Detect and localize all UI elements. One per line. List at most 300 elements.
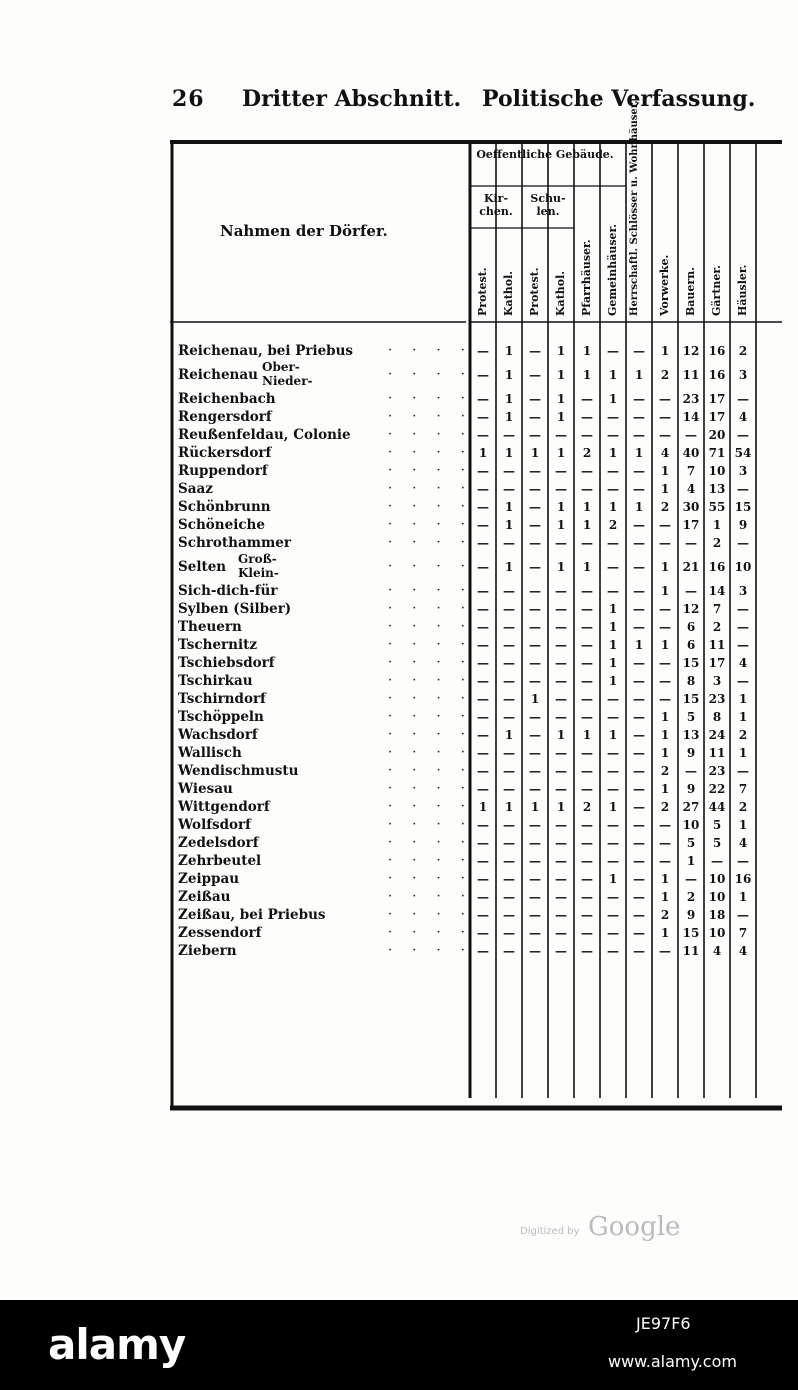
table-cell: 5	[712, 818, 722, 832]
table-cell: 1	[556, 728, 566, 742]
table-cell: —	[581, 428, 593, 442]
village-name: Rengersdorf	[178, 409, 272, 425]
table-cell: 4	[660, 446, 670, 460]
table-cell: —	[477, 782, 489, 796]
table-cell: —	[555, 638, 567, 652]
table-cell: —	[477, 464, 489, 478]
table-cell: 9	[686, 782, 696, 796]
village-name: Tschirkau	[178, 673, 253, 689]
table-cell: —	[503, 536, 515, 550]
table-cell: —	[477, 674, 489, 688]
village-name: Ruppendorf	[178, 463, 268, 479]
table-cell: —	[581, 638, 593, 652]
table-cell: —	[581, 620, 593, 634]
table-cell: —	[503, 872, 515, 886]
names-column-header: Nahmen der Dörfer.	[220, 222, 388, 240]
village-name: Tschöppeln	[178, 709, 264, 725]
table-cell: 3	[738, 368, 748, 382]
table-cell: —	[581, 746, 593, 760]
schools-header: Schu- len.	[530, 192, 566, 218]
table-cell: —	[633, 926, 645, 940]
leader-dots: · · · ·	[388, 445, 473, 460]
table-cell: —	[737, 482, 749, 496]
table-cell: 44	[708, 800, 726, 814]
table-cell: 17	[708, 656, 726, 670]
table-cell: —	[555, 710, 567, 724]
table-cell: 10	[734, 560, 752, 574]
leader-dots: · · · ·	[388, 709, 473, 724]
table-cell: —	[581, 872, 593, 886]
village-table	[170, 100, 782, 1112]
table-cell: —	[555, 764, 567, 778]
table-cell: 1	[504, 368, 514, 382]
table-cell: 1	[660, 782, 670, 796]
table-cell: 24	[708, 728, 726, 742]
table-cell: —	[737, 764, 749, 778]
table-cell: 10	[708, 872, 726, 886]
table-cell: 5	[686, 836, 696, 850]
table-cell: 2	[738, 728, 748, 742]
table-cell: 18	[708, 908, 726, 922]
table-cell: 1	[608, 656, 618, 670]
table-row	[170, 708, 782, 726]
table-cell: —	[503, 464, 515, 478]
table-cell: —	[633, 782, 645, 796]
table-row	[170, 870, 782, 888]
table-row	[170, 726, 782, 744]
table-cell: —	[555, 674, 567, 688]
table-cell: 4	[738, 836, 748, 850]
table-cell: 23	[708, 764, 726, 778]
table-cell: 13	[708, 482, 726, 496]
table-cell: —	[659, 410, 671, 424]
table-cell: —	[737, 908, 749, 922]
table-cell: —	[477, 620, 489, 634]
table-cell: 11	[708, 638, 726, 652]
table-row	[170, 498, 782, 516]
churches-header: Kir- chen.	[479, 192, 513, 218]
leader-dots: · · · ·	[388, 463, 473, 478]
village-name: Wittgendorf	[178, 799, 270, 815]
column-header: Pfarrhäuser.	[580, 239, 593, 316]
table-cell: 1	[634, 446, 644, 460]
leader-dots: · · · ·	[388, 925, 473, 940]
table-cell: —	[737, 854, 749, 868]
table-cell: —	[477, 638, 489, 652]
table-cell: 1	[738, 692, 748, 706]
table-cell: 1	[582, 368, 592, 382]
table-cell: —	[529, 908, 541, 922]
table-row	[170, 924, 782, 942]
table-cell: —	[529, 638, 541, 652]
table-cell: —	[503, 782, 515, 796]
table-cell: —	[529, 890, 541, 904]
column-header: Herrschaftl. Schlösser u. Wohnhäuser.	[629, 100, 640, 316]
table-cell: 1	[660, 638, 670, 652]
table-cell: —	[555, 890, 567, 904]
table-cell: —	[633, 800, 645, 814]
table-cell: 2	[660, 800, 670, 814]
table-cell: 1	[504, 446, 514, 460]
table-cell: —	[607, 464, 619, 478]
table-cell: —	[529, 584, 541, 598]
table-cell: 1	[582, 344, 592, 358]
table-cell: —	[737, 674, 749, 688]
table-row	[170, 636, 782, 654]
table-cell: 1	[504, 728, 514, 742]
leader-dots: · · · ·	[388, 535, 473, 550]
table-cell: —	[503, 620, 515, 634]
table-cell: —	[555, 926, 567, 940]
table-cell: —	[659, 854, 671, 868]
table-cell: —	[607, 560, 619, 574]
leader-dots: · · · ·	[388, 817, 473, 832]
table-cell: 15	[682, 656, 700, 670]
table-cell: —	[477, 482, 489, 496]
table-cell: —	[529, 536, 541, 550]
table-cell: —	[633, 818, 645, 832]
table-cell: 1	[660, 872, 670, 886]
leader-dots: · · · ·	[388, 559, 473, 574]
village-name: Selten	[178, 559, 227, 575]
table-cell: —	[555, 782, 567, 796]
table-cell: 5	[686, 710, 696, 724]
table-cell: 1	[530, 446, 540, 460]
table-cell: 7	[738, 926, 748, 940]
leader-dots: · · · ·	[388, 727, 473, 742]
leader-dots: · · · ·	[388, 907, 473, 922]
table-cell: 1	[556, 392, 566, 406]
table-cell: —	[607, 428, 619, 442]
table-cell: —	[477, 560, 489, 574]
table-cell: —	[477, 710, 489, 724]
table-cell: —	[529, 782, 541, 796]
table-cell: —	[529, 410, 541, 424]
section-title: Dritter Abschnitt.	[242, 86, 462, 112]
village-name: Sylben (Silber)	[178, 601, 292, 617]
leader-dots: · · · ·	[388, 409, 473, 424]
table-cell: 4	[686, 482, 696, 496]
table-cell: —	[529, 344, 541, 358]
table-cell: —	[503, 746, 515, 760]
table-cell: —	[737, 536, 749, 550]
table-cell: 1	[608, 500, 618, 514]
table-cell: 1	[660, 926, 670, 940]
table-row	[170, 888, 782, 906]
table-cell: 1	[504, 518, 514, 532]
village-name: Zeißau, bei Priebus	[178, 907, 326, 923]
table-cell: 1	[608, 368, 618, 382]
table-cell: —	[633, 944, 645, 958]
table-cell: —	[477, 818, 489, 832]
table-cell: —	[633, 584, 645, 598]
table-cell: —	[503, 482, 515, 496]
table-cell: 22	[708, 782, 726, 796]
table-cell: —	[477, 656, 489, 670]
table-cell: —	[503, 908, 515, 922]
table-cell: —	[737, 428, 749, 442]
table-cell: —	[581, 782, 593, 796]
table-cell: —	[529, 602, 541, 616]
table-cell: 11	[682, 368, 700, 382]
table-cell: 1	[660, 560, 670, 574]
table-cell: —	[633, 764, 645, 778]
table-cell: 11	[682, 944, 700, 958]
table-cell: 9	[738, 518, 748, 532]
table-cell: —	[503, 764, 515, 778]
table-cell: —	[633, 710, 645, 724]
table-cell: 15	[682, 926, 700, 940]
table-cell: 1	[556, 368, 566, 382]
table-cell: —	[477, 728, 489, 742]
table-row	[170, 780, 782, 798]
table-cell: 8	[712, 710, 722, 724]
table-cell: —	[607, 692, 619, 706]
table-cell: 16	[708, 368, 726, 382]
table-cell: —	[555, 536, 567, 550]
village-name: Reußenfeldau, Colonie	[178, 427, 351, 443]
table-cell: —	[503, 836, 515, 850]
table-cell: 2	[738, 800, 748, 814]
table-cell: 7	[686, 464, 696, 478]
table-cell: —	[633, 656, 645, 670]
table-row	[170, 618, 782, 636]
table-cell: 3	[738, 584, 748, 598]
village-name: Wiesau	[178, 781, 233, 797]
table-cell: 20	[708, 428, 726, 442]
table-cell: 1	[504, 560, 514, 574]
table-cell: —	[477, 764, 489, 778]
table-cell: —	[607, 344, 619, 358]
table-cell: —	[529, 500, 541, 514]
table-cell: —	[607, 818, 619, 832]
table-cell: —	[607, 890, 619, 904]
table-cell: —	[633, 392, 645, 406]
table-cell: —	[581, 764, 593, 778]
leader-dots: · · · ·	[388, 655, 473, 670]
table-cell: —	[737, 602, 749, 616]
village-name: Tschernitz	[178, 637, 257, 653]
table-row	[170, 906, 782, 924]
table-cell: —	[529, 872, 541, 886]
leader-dots: · · · ·	[388, 601, 473, 616]
village-name: Schrothammer	[178, 535, 291, 551]
table-cell: 1	[504, 800, 514, 814]
table-cell: —	[633, 344, 645, 358]
table-cell: 6	[686, 638, 696, 652]
table-cell: 1	[608, 800, 618, 814]
table-cell: 1	[556, 446, 566, 460]
table-cell: 1	[660, 710, 670, 724]
table-cell: 1	[660, 728, 670, 742]
table-cell: —	[477, 518, 489, 532]
table-cell: —	[581, 482, 593, 496]
table-cell: —	[607, 764, 619, 778]
village-name: Reichenau	[178, 367, 258, 383]
table-cell: —	[581, 710, 593, 724]
table-cell: 3	[738, 464, 748, 478]
table-cell: —	[581, 836, 593, 850]
table-cell: —	[581, 464, 593, 478]
table-cell: —	[503, 428, 515, 442]
leader-dots: · · · ·	[388, 943, 473, 958]
table-cell: —	[685, 764, 697, 778]
table-cell: —	[659, 656, 671, 670]
table-cell: —	[477, 584, 489, 598]
table-cell: 14	[682, 410, 700, 424]
table-cell: —	[503, 944, 515, 958]
table-cell: 12	[682, 602, 700, 616]
table-cell: 27	[682, 800, 700, 814]
table-cell: —	[503, 692, 515, 706]
table-cell: —	[477, 410, 489, 424]
leader-dots: · · · ·	[388, 835, 473, 850]
village-name: Zessendorf	[178, 925, 262, 941]
table-cell: —	[711, 854, 723, 868]
village-name: Ziebern	[178, 943, 237, 959]
leader-dots: · · · ·	[388, 871, 473, 886]
table-cell: —	[477, 890, 489, 904]
table-cell: 2	[738, 344, 748, 358]
table-cell: —	[685, 584, 697, 598]
table-cell: —	[659, 692, 671, 706]
table-cell: 1	[738, 710, 748, 724]
table-cell: —	[477, 746, 489, 760]
table-cell: —	[633, 428, 645, 442]
village-name: Reichenau, bei Priebus	[178, 343, 354, 359]
table-cell: —	[555, 428, 567, 442]
table-cell: 13	[682, 728, 700, 742]
table-row	[170, 690, 782, 708]
village-name: Zeippau	[178, 871, 240, 887]
table-cell: 6	[686, 620, 696, 634]
table-row	[170, 426, 782, 444]
table-cell: —	[607, 536, 619, 550]
table-cell: 16	[708, 344, 726, 358]
table-cell: —	[607, 482, 619, 496]
table-cell: —	[529, 656, 541, 670]
table-cell: —	[659, 836, 671, 850]
leader-dots: · · · ·	[388, 673, 473, 688]
table-cell: —	[633, 482, 645, 496]
table-row	[170, 834, 782, 852]
table-cell: 1	[556, 500, 566, 514]
table-cell: —	[529, 428, 541, 442]
table-cell: —	[529, 518, 541, 532]
table-cell: —	[477, 602, 489, 616]
village-name: Schönbrunn	[178, 499, 271, 515]
table-cell: —	[633, 602, 645, 616]
table-cell: —	[477, 872, 489, 886]
table-cell: —	[477, 500, 489, 514]
leader-dots: · · · ·	[388, 343, 473, 358]
table-cell: —	[529, 854, 541, 868]
table-cell: —	[529, 818, 541, 832]
table-cell: 1	[556, 410, 566, 424]
table-cell: —	[529, 392, 541, 406]
table-cell: —	[503, 638, 515, 652]
table-cell: —	[529, 674, 541, 688]
table-cell: 4	[712, 944, 722, 958]
table-cell: 14	[708, 584, 726, 598]
column-header: Gärtner.	[710, 264, 723, 316]
table-cell: 1	[608, 872, 618, 886]
village-name: Schöneiche	[178, 517, 265, 533]
table-cell: —	[607, 836, 619, 850]
village-name: Saaz	[178, 481, 213, 497]
table-cell: 7	[712, 602, 722, 616]
table-cell: —	[659, 674, 671, 688]
table-cell: 8	[686, 674, 696, 688]
table-cell: —	[529, 764, 541, 778]
table-cell: 1	[608, 602, 618, 616]
table-cell: —	[633, 746, 645, 760]
leader-dots: · · · ·	[388, 781, 473, 796]
table-cell: 1	[608, 446, 618, 460]
table-row	[170, 852, 782, 870]
stock-footer-banner	[0, 1300, 798, 1390]
table-cell: —	[529, 560, 541, 574]
table-cell: 1	[556, 800, 566, 814]
table-cell: —	[477, 926, 489, 940]
leader-dots: · · · ·	[388, 583, 473, 598]
table-row	[170, 444, 782, 462]
table-cell: 1	[738, 890, 748, 904]
table-cell: —	[529, 926, 541, 940]
table-row	[170, 360, 782, 390]
table-cell: 1	[608, 638, 618, 652]
table-cell: 10	[708, 464, 726, 478]
leader-dots: · · · ·	[388, 691, 473, 706]
table-cell: —	[529, 746, 541, 760]
table-cell: —	[659, 602, 671, 616]
village-subdivision: Groß-	[238, 552, 277, 566]
table-cell: 2	[660, 908, 670, 922]
table-cell: 17	[708, 392, 726, 406]
table-cell: —	[659, 428, 671, 442]
table-cell: —	[555, 584, 567, 598]
table-cell: 1	[660, 464, 670, 478]
table-cell: —	[503, 854, 515, 868]
village-name: Zehrbeutel	[178, 853, 262, 869]
village-name: Zeißau	[178, 889, 231, 905]
table-cell: 2	[660, 500, 670, 514]
table-row	[170, 600, 782, 618]
table-cell: 4	[738, 410, 748, 424]
table-cell: 21	[682, 560, 700, 574]
table-cell: —	[607, 746, 619, 760]
table-cell: 16	[734, 872, 752, 886]
table-cell: —	[607, 944, 619, 958]
village-name: Tschiebsdorf	[178, 655, 275, 671]
table-cell: 1	[556, 560, 566, 574]
table-cell: —	[659, 944, 671, 958]
table-cell: 15	[734, 500, 752, 514]
leader-dots: · · · ·	[388, 427, 473, 442]
table-cell: —	[581, 656, 593, 670]
leader-dots: · · · ·	[388, 517, 473, 532]
table-cell: —	[529, 368, 541, 382]
table-cell: 1	[634, 368, 644, 382]
table-cell: —	[555, 818, 567, 832]
table-cell: 15	[682, 692, 700, 706]
table-cell: —	[555, 692, 567, 706]
table-cell: 5	[712, 836, 722, 850]
table-cell: 1	[556, 344, 566, 358]
table-cell: —	[555, 854, 567, 868]
table-cell: —	[737, 638, 749, 652]
table-cell: —	[503, 890, 515, 904]
